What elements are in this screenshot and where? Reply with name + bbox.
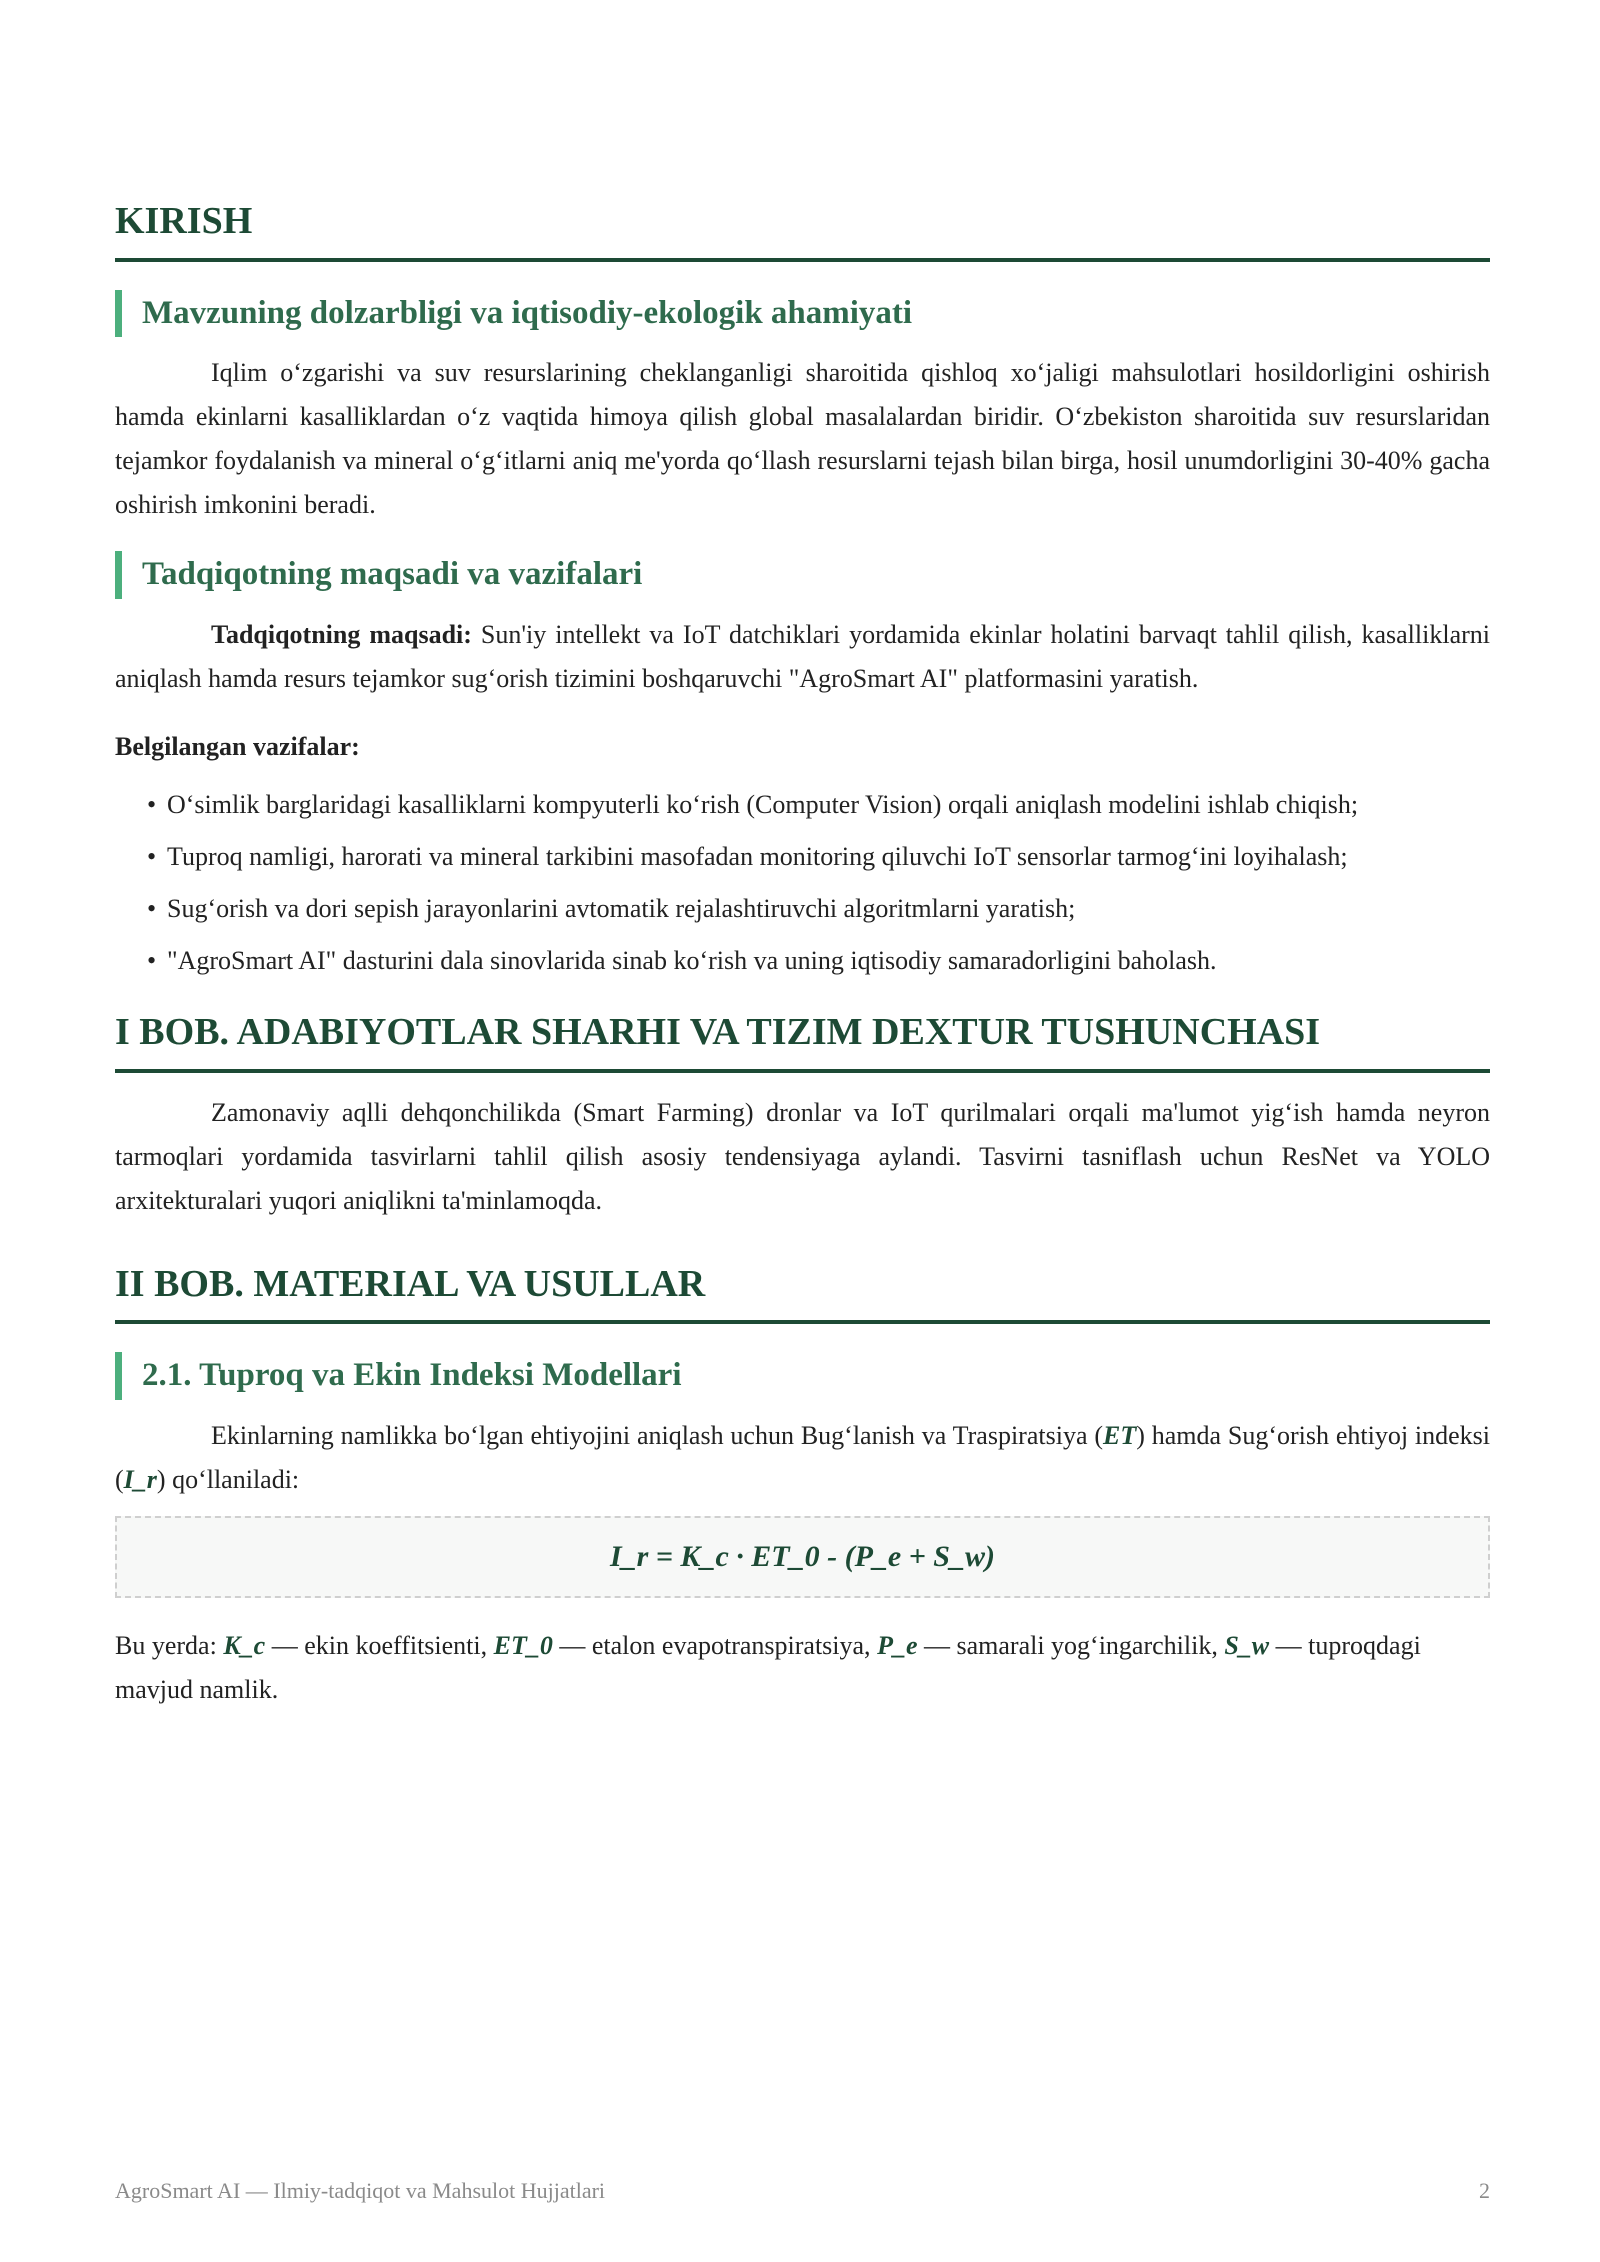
var-et: ET xyxy=(1103,1420,1137,1450)
goals-section-title: Tadqiqotning maqsadi va vazifalari xyxy=(115,551,1490,599)
var-pe: P_e xyxy=(877,1630,918,1660)
goal-label: Tadqiqotning maqsadi: xyxy=(211,619,472,649)
list-item xyxy=(147,887,1490,931)
task-text: Tuproq namligi, harorati va mineral tarkibini masofadan monitoring qiluvchi IoT sensorlar tarmog‘ini loyihalash; xyxy=(167,841,1348,871)
var-sw: S_w xyxy=(1224,1630,1270,1660)
chapter1-heading: I BOB. ADABIYOTLAR SHARHI VA TIZIM DEXTUR TUSHUNCHASI xyxy=(115,1011,1490,1073)
desc-et0: — etalon evapotranspiratsiya, xyxy=(552,1630,878,1660)
models-text-3: ) qo‘llaniladi: xyxy=(156,1464,300,1494)
page-footer xyxy=(115,2178,1490,2204)
formula-legend xyxy=(115,1624,1490,1712)
desc-pe: — samarali yog‘ingarchilik, xyxy=(917,1630,1225,1660)
desc-kc: — ekin koeffitsienti, xyxy=(265,1630,494,1660)
tasks-label: Belgilangan vazifalar: xyxy=(115,731,360,761)
intro-heading: KIRISH xyxy=(115,200,1490,262)
chapter2-heading: II BOB. MATERIAL VA USULLAR xyxy=(115,1263,1490,1325)
bullet-icon: • xyxy=(147,893,157,923)
soil-models-section-title: 2.1. Tuproq va Ekin Indeksi Modellari xyxy=(115,1352,1490,1400)
goal-paragraph xyxy=(115,613,1490,701)
task-text: Sug‘orish va dori sepish jarayonlarini avtomatik rejalashtiruvchi algoritmlarni yaratish; xyxy=(167,893,1076,923)
models-paragraph xyxy=(115,1414,1490,1502)
list-item xyxy=(147,939,1490,983)
var-ir: I_r xyxy=(123,1464,157,1494)
bullet-icon: • xyxy=(147,789,157,819)
task-text: "AgroSmart AI" dasturini dala sinovlarida sinab ko‘rish va uning iqtisodiy samaradorligini baholash. xyxy=(167,945,1217,975)
list-item xyxy=(147,835,1490,879)
tasks-list xyxy=(115,783,1490,983)
chapter1-paragraph: Zamonaviy aqlli dehqonchilikda (Smart Farming) dronlar va IoT qurilmalari orqali ma'lumot yig‘ish hamda neyron tarmoqlari yordamida tasvirlarni tahlil qilish asosiy tendensiyaga aylandi. Tasvirni tasniflash uchun ResNet va YOLO arxitekturalari yuqori aniqlikni ta'minlamoqda. xyxy=(115,1097,1490,1215)
bullet-icon: • xyxy=(147,841,157,871)
desc-sw: — tuproqdagi mavjud namlik. xyxy=(115,1630,1421,1704)
footer-title: AgroSmart AI — Ilmiy-tadqiqot va Mahsulot Hujjatlari xyxy=(115,2178,606,2203)
models-text-1: Ekinlarning namlikka bo‘lgan ehtiyojini aniqlash uchun Bug‘lanish va Traspiratsiya ( xyxy=(211,1420,1103,1450)
var-kc: K_c xyxy=(223,1630,266,1660)
bullet-icon: • xyxy=(147,945,157,975)
models-text-2: ) hamda Sug‘orish ehtiyoj indeksi ( xyxy=(115,1420,1490,1494)
where-prefix: Bu yerda: xyxy=(115,1630,224,1660)
page-number: 2 xyxy=(1479,2178,1490,2203)
var-et0: ET_0 xyxy=(493,1630,553,1660)
irrigation-formula: I_r = K_c · ET_0 - (P_e + S_w) xyxy=(115,1516,1490,1598)
relevance-paragraph: Iqlim o‘zgarishi va suv resurslarining cheklanganligi sharoitida qishloq xo‘jaligi mahsulotlari hosildorligini oshirish hamda ekinlarni kasalliklardan o‘z vaqtida himoya qilish global masalalardan biridir. O‘zbekiston sharoitida suv resurslaridan tejamkor foydalanish va mineral o‘g‘itlarni aniq me'yorda qo‘llash resurslarni tejash bilan birga, hosil unumdorligini 30-40% gacha oshirish imkonini beradi. xyxy=(115,358,1490,520)
relevance-section-title: Mavzuning dolzarbligi va iqtisodiy-ekologik ahamiyati xyxy=(115,290,1490,338)
task-text: O‘simlik barglaridagi kasalliklarni kompyuterli ko‘rish (Computer Vision) orqali aniqlash modelini ishlab chiqish; xyxy=(167,789,1359,819)
list-item xyxy=(147,783,1490,827)
goal-text: Sun'iy intellekt va IoT datchiklari yordamida ekinlar holatini barvaqt tahlil qilish, kasalliklarni aniqlash hamda resurs tejamkor sug‘orish tizimini boshqaruvchi "AgroSmart AI" platformasini yaratish. xyxy=(115,619,1490,693)
